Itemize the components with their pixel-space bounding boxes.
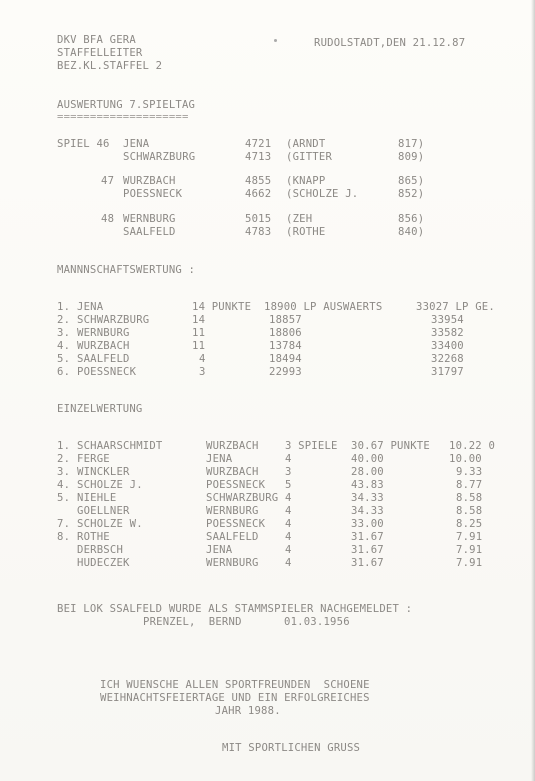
player-name: SCHAARSCHMIDT (77, 440, 163, 452)
game-player-pins: 840) (398, 226, 425, 238)
player-rank: 1. (57, 440, 71, 452)
player-avg: 8.25 (456, 518, 483, 530)
player-score: 31.67 (351, 531, 384, 543)
player-name: SCHOLZE W. (77, 518, 143, 530)
place-date: RUDOLSTADT,DEN 21.12.87 (314, 37, 466, 49)
player-rank: 5. (57, 492, 71, 504)
page-edge-shadow (531, 0, 535, 781)
game-player: (KNAPP (286, 175, 326, 187)
punch-mark (274, 39, 277, 42)
player-avg: 7.91 (456, 557, 483, 569)
player-score: 33.00 (351, 518, 384, 530)
team-rank: 2. (57, 314, 71, 326)
player-avg: 7.91 (456, 531, 483, 543)
title-rule: ==================== (57, 111, 189, 123)
closing: MIT SPORTLICHEN GRUSS (222, 742, 361, 754)
game-player: (SCHOLZE J. (286, 188, 359, 200)
notice-line: BEI LOK SSALFELD WURDE ALS STAMMSPIELER NACHGEMELDET : (57, 603, 413, 615)
game-player-pins: 809) (398, 151, 425, 163)
player-avg: 8.58 (456, 505, 483, 517)
team-points: 14 PUNKTE (192, 301, 252, 313)
player-name: FERGE (77, 453, 110, 465)
player-club: WURZBACH (206, 440, 259, 452)
team-total: 33954 (431, 314, 464, 326)
player-name: HUDECZEK (77, 557, 130, 569)
team-points: 4 (199, 353, 206, 365)
player-club: POESSNECK (206, 479, 266, 491)
notice-player-name: PRENZEL, BERND (143, 616, 242, 628)
team-name: WURZBACH (77, 340, 130, 352)
team-away: 18900 LP AUSWAERTS (264, 301, 383, 313)
player-avg: 7.91 (456, 544, 483, 556)
player-games: 4 (285, 518, 292, 530)
team-rank: 3. (57, 327, 71, 339)
team-total: 33400 (431, 340, 464, 352)
game-label: 47 (101, 175, 115, 187)
player-score: 31.67 (351, 544, 384, 556)
game-pins: 5015 (245, 213, 272, 225)
player-score: 40.00 (351, 453, 384, 465)
player-games: 4 (285, 505, 292, 517)
team-away: 18806 (269, 327, 302, 339)
team-total: 33027 LP GE. (416, 301, 495, 313)
greeting-line-1: ICH WUENSCHE ALLEN SPORTFREUNDEN SCHOENE (100, 679, 370, 691)
team-rank: 6. (57, 366, 71, 378)
game-team: WERNBURG (123, 213, 176, 225)
team-total: 31797 (431, 366, 464, 378)
player-name: NIEHLE (77, 492, 117, 504)
team-rank: 5. (57, 353, 71, 365)
player-club: POESSNECK (206, 518, 266, 530)
player-games: 3 (285, 466, 292, 478)
individual-section-title: EINZELWERTUNG (57, 403, 143, 415)
player-name: DERBSCH (77, 544, 124, 556)
notice-birth-date: 01.03.1956 (284, 616, 350, 628)
player-score: 30.67 PUNKTE (351, 440, 430, 452)
greeting-line-3: JAHR 1988. (215, 705, 281, 717)
player-rank: 4. (57, 479, 71, 491)
player-score: 28.00 (351, 466, 384, 478)
player-club: JENA (206, 453, 233, 465)
player-score: 31.67 (351, 557, 384, 569)
player-avg: 8.77 (456, 479, 483, 491)
team-name: SCHWARZBURG (77, 314, 150, 326)
player-club: WERNBURG (206, 557, 259, 569)
game-team: WURZBACH (123, 175, 176, 187)
team-points: 3 (199, 366, 206, 378)
team-name: SAALFELD (77, 353, 130, 365)
game-pins: 4721 (245, 138, 272, 150)
player-club: SAALFELD (206, 531, 259, 543)
player-games: 3 SPIELE (285, 440, 338, 452)
player-avg: 9.33 (456, 466, 483, 478)
game-player: (ARNDT (286, 138, 326, 150)
player-games: 4 (285, 557, 292, 569)
player-club: JENA (206, 544, 233, 556)
team-away: 18857 (269, 314, 302, 326)
game-player: (GITTER (286, 151, 333, 163)
player-name: WINCKLER (77, 466, 130, 478)
player-avg: 8.58 (456, 492, 483, 504)
game-pins: 4783 (245, 226, 272, 238)
player-club: WURZBACH (206, 466, 259, 478)
team-name: WERNBURG (77, 327, 130, 339)
game-player-pins: 856) (398, 213, 425, 225)
team-rank: 4. (57, 340, 71, 352)
game-label: SPIEL 46 (57, 138, 110, 150)
org-line-2: STAFFELLEITER (57, 47, 143, 59)
player-rank: 8. (57, 531, 71, 543)
game-team: SAALFELD (123, 226, 176, 238)
team-away: 18494 (269, 353, 302, 365)
game-label: 48 (101, 213, 115, 225)
page-title: AUSWERTUNG 7.SPIELTAG (57, 99, 196, 111)
game-pins: 4855 (245, 175, 272, 187)
org-line-1: DKV BFA GERA (57, 34, 136, 46)
player-games: 5 (285, 479, 292, 491)
player-score: 34.33 (351, 505, 384, 517)
game-player-pins: 865) (398, 175, 425, 187)
team-rank: 1. (57, 301, 71, 313)
greeting-line-2: WEIHNACHTSFEIERTAGE UND EIN ERFOLGREICHES (100, 692, 370, 704)
team-points: 14 (192, 314, 206, 326)
player-games: 4 (285, 453, 292, 465)
game-player-pins: 852) (398, 188, 425, 200)
player-score: 43.83 (351, 479, 384, 491)
game-pins: 4713 (245, 151, 272, 163)
game-team: JENA (123, 138, 150, 150)
game-team: POESSNECK (123, 188, 183, 200)
game-pins: 4662 (245, 188, 272, 200)
team-section-title: MANNNSCHAFTSWERTUNG : (57, 264, 196, 276)
player-name: SCHOLZE J. (77, 479, 143, 491)
player-name: ROTHE (77, 531, 110, 543)
team-total: 32268 (431, 353, 464, 365)
team-name: JENA (77, 301, 104, 313)
team-points: 11 (192, 340, 206, 352)
player-games: 4 (285, 544, 292, 556)
player-rank: 3. (57, 466, 71, 478)
player-avg: 10.00 (449, 453, 482, 465)
player-rank: 2. (57, 453, 71, 465)
player-score: 34.33 (351, 492, 384, 504)
game-player: (ZEH (286, 213, 313, 225)
game-player-pins: 817) (398, 138, 425, 150)
game-team: SCHWARZBURG (123, 151, 196, 163)
player-games: 4 (285, 531, 292, 543)
org-line-3: BEZ.KL.STAFFEL 2 (57, 60, 163, 72)
player-games: 4 (285, 492, 292, 504)
player-rank: 7. (57, 518, 71, 530)
player-club: WERNBURG (206, 505, 259, 517)
player-avg: 10.22 0 (449, 440, 496, 452)
team-away: 13784 (269, 340, 302, 352)
game-player: (ROTHE (286, 226, 326, 238)
player-name: GOELLNER (77, 505, 130, 517)
team-away: 22993 (269, 366, 302, 378)
team-total: 33582 (431, 327, 464, 339)
team-points: 11 (192, 327, 206, 339)
player-club: SCHWARZBURG (206, 492, 279, 504)
team-name: POESSNECK (77, 366, 137, 378)
